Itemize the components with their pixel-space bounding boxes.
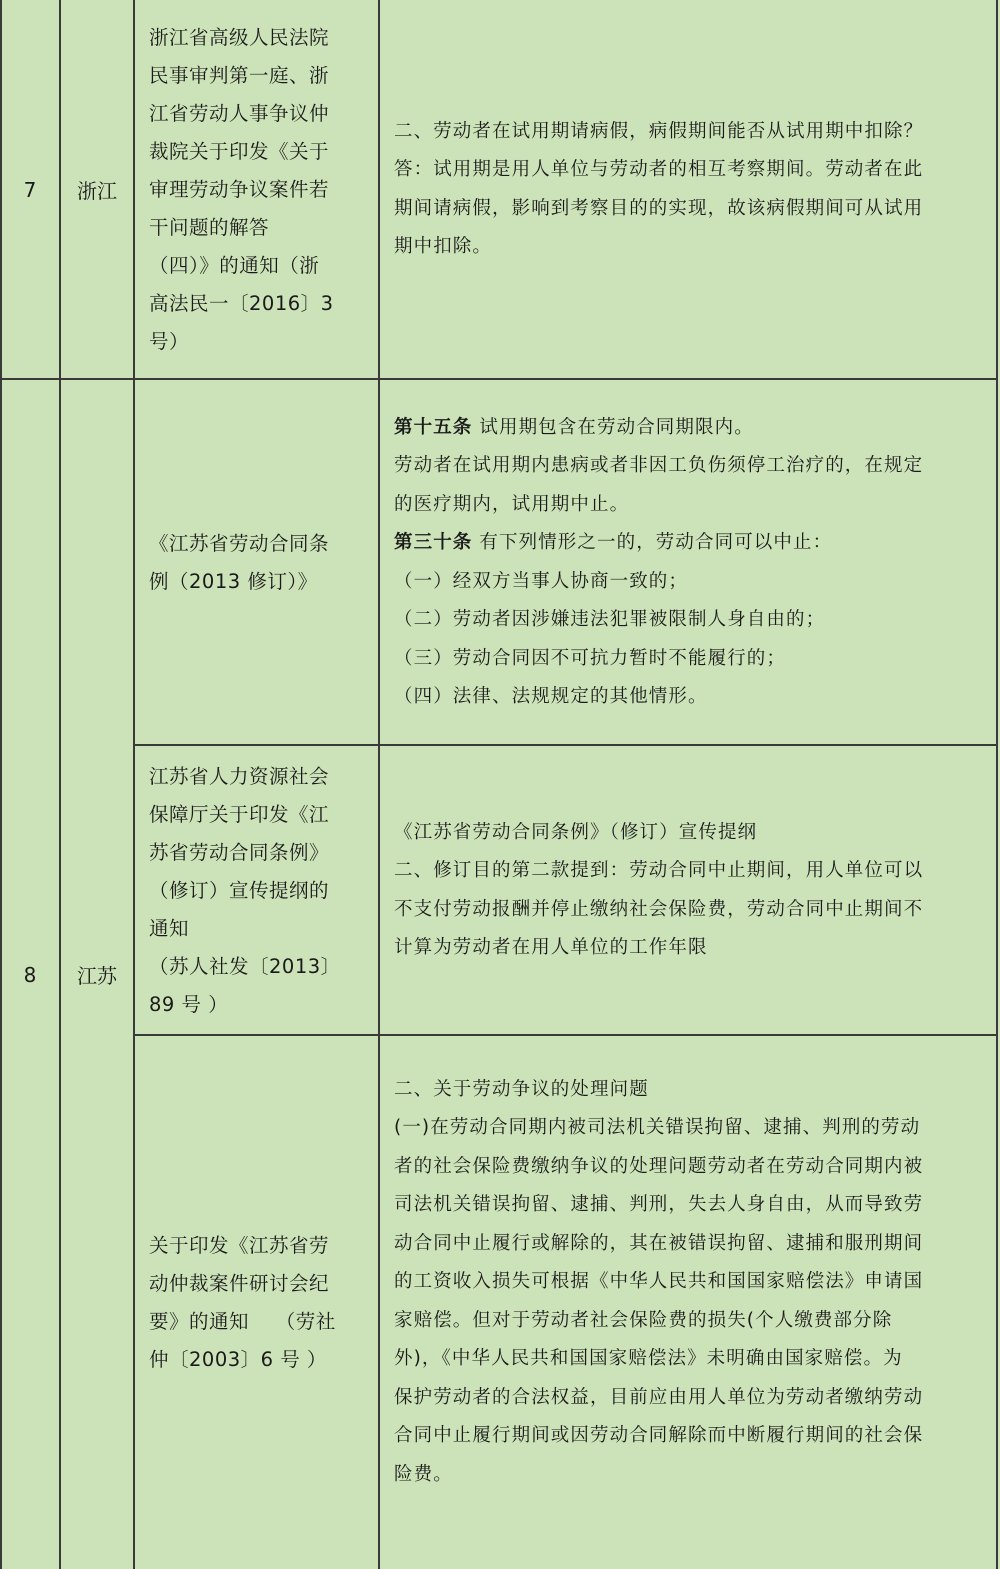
row-number: 7: [23, 177, 37, 202]
content-line: 《江苏省劳动合同条例》（修订）宣传提纲: [394, 821, 758, 843]
document-title-cell: [135, 0, 379, 379]
title-line: 民事审判第一庭、浙: [149, 63, 330, 87]
content-line: （二）劳动者因涉嫌违法犯罪被限制人身自由的；: [394, 609, 826, 630]
province: 江苏: [77, 964, 117, 988]
article-label: 第三十条: [394, 532, 473, 553]
content-line: 外)，《中华人民共和国国家赔偿法》未明确由国家赔偿。为: [394, 1348, 903, 1370]
title-line: 高法民一〔2016〕3: [149, 291, 334, 315]
content-line: 二、劳动者在试用期请病假，病假期间能否从试用期中扣除？: [394, 120, 924, 142]
title-line: 通知: [149, 916, 190, 940]
title-line: 例（2013 修订）》: [149, 569, 318, 593]
content-line: [394, 409, 996, 448]
content-line: 答：试用期是用人单位与劳动者的相互考察期间。劳动者在此: [394, 159, 924, 180]
title-line: 保障厅关于印发《江: [149, 802, 330, 826]
content-line: 保护劳动者的合法权益，目前应由用人单位为劳动者缴纳劳动: [394, 1386, 924, 1408]
title-line: 干问题的解答: [149, 215, 270, 239]
title-line: （四）》的通知（浙: [149, 253, 320, 277]
row-number: 8: [23, 962, 37, 987]
content-line: 计算为劳动者在用人单位的工作年限: [394, 937, 708, 958]
title-line: 号）: [149, 329, 190, 353]
content-line: 劳动者在试用期内患病或者非因工负伤须停工治疗的，在规定: [394, 455, 924, 476]
province-cell: [60, 380, 134, 1569]
content-line: [394, 524, 996, 563]
title-line: 要》的通知 （劳社: [149, 1309, 336, 1333]
row-number-cell: [0, 380, 60, 1569]
title-line: 关于印发《江苏省劳: [149, 1233, 330, 1257]
title-line: （苏人社发〔2013〕: [149, 954, 341, 978]
title-line: 浙江省高级人民法院: [149, 25, 330, 49]
provision-content-cell: [380, 380, 996, 745]
content-line: 期中扣除。: [394, 236, 493, 257]
document-title-cell: [135, 746, 379, 1035]
content-line: (一)在劳动合同期内被司法机关错误拘留、逮捕、判刑的劳动: [394, 1117, 921, 1139]
article-label: 第十五条: [394, 416, 473, 438]
content-line: 险费。: [394, 1463, 453, 1485]
content-line: 家赔偿。但对于劳动者社会保险费的损失(个人缴费部分除: [394, 1309, 893, 1331]
content-line: 者的社会保险费缴纳争议的处理问题劳动者在劳动合同期内被: [394, 1155, 924, 1177]
title-line: 裁院关于印发《关于: [149, 139, 330, 163]
content-line: 不支付劳动报酬并停止缴纳社会保险费，劳动合同中止期间不: [394, 898, 924, 920]
content-line: 二、修订目的第二款提到：劳动合同中止期间，用人单位可以: [394, 860, 924, 881]
provision-content-cell: [380, 1036, 996, 1529]
provision-content-cell: [380, 746, 996, 1035]
document-title-cell: [135, 1036, 379, 1569]
content-line: 动合同中止履行或解除的，其在被错误拘留、逮捕和服刑期间: [394, 1232, 924, 1254]
content-line: 合同中止履行期间或因劳动合同解除而中断履行期间的社会保: [394, 1425, 924, 1447]
province: 浙江: [77, 179, 117, 203]
title-line: 89 号 ）: [149, 992, 229, 1016]
article-text: 有下列情形之一的，劳动合同可以中止：: [472, 532, 833, 553]
content-line: （一）经双方当事人协商一致的；: [394, 570, 689, 592]
title-line: 江苏省人力资源社会: [149, 764, 330, 788]
title-line: 审理劳动争议案件若: [149, 177, 330, 201]
article-text: 试用期包含在劳动合同期限内。: [472, 416, 754, 438]
title-line: 江省劳动人事争议仲: [149, 101, 330, 125]
title-line: （修订）宣传提纲的: [149, 878, 330, 902]
row-number-cell: [0, 0, 60, 379]
content-line: （三）劳动合同因不可抗力暂时不能履行的；: [394, 647, 787, 669]
province-cell: [60, 0, 134, 379]
title-line: 《江苏省劳动合同条: [149, 531, 330, 555]
content-line: 的医疗期内，试用期中止。: [394, 493, 630, 515]
content-line: 二、关于劳动争议的处理问题: [394, 1078, 649, 1100]
content-line: （四）法律、法规规定的其他情形。: [394, 686, 708, 707]
title-line: 苏省劳动合同条例》: [149, 840, 330, 864]
document-title-cell: [135, 380, 379, 745]
table-border: [996, 0, 998, 1569]
provision-content-cell: [380, 0, 996, 379]
content-line: 的工资收入损失可根据《中华人民共和国国家赔偿法》申请国: [394, 1271, 924, 1293]
title-line: 动仲裁案件研讨会纪: [149, 1271, 330, 1295]
content-line: 司法机关错误拘留、逮捕、判刑，失去人身自由，从而导致劳: [394, 1194, 924, 1216]
content-line: 期间请病假，影响到考察目的的实现，故该病假期间可从试用: [394, 197, 924, 219]
title-line: 仲〔2003〕6 号 ）: [149, 1347, 327, 1371]
